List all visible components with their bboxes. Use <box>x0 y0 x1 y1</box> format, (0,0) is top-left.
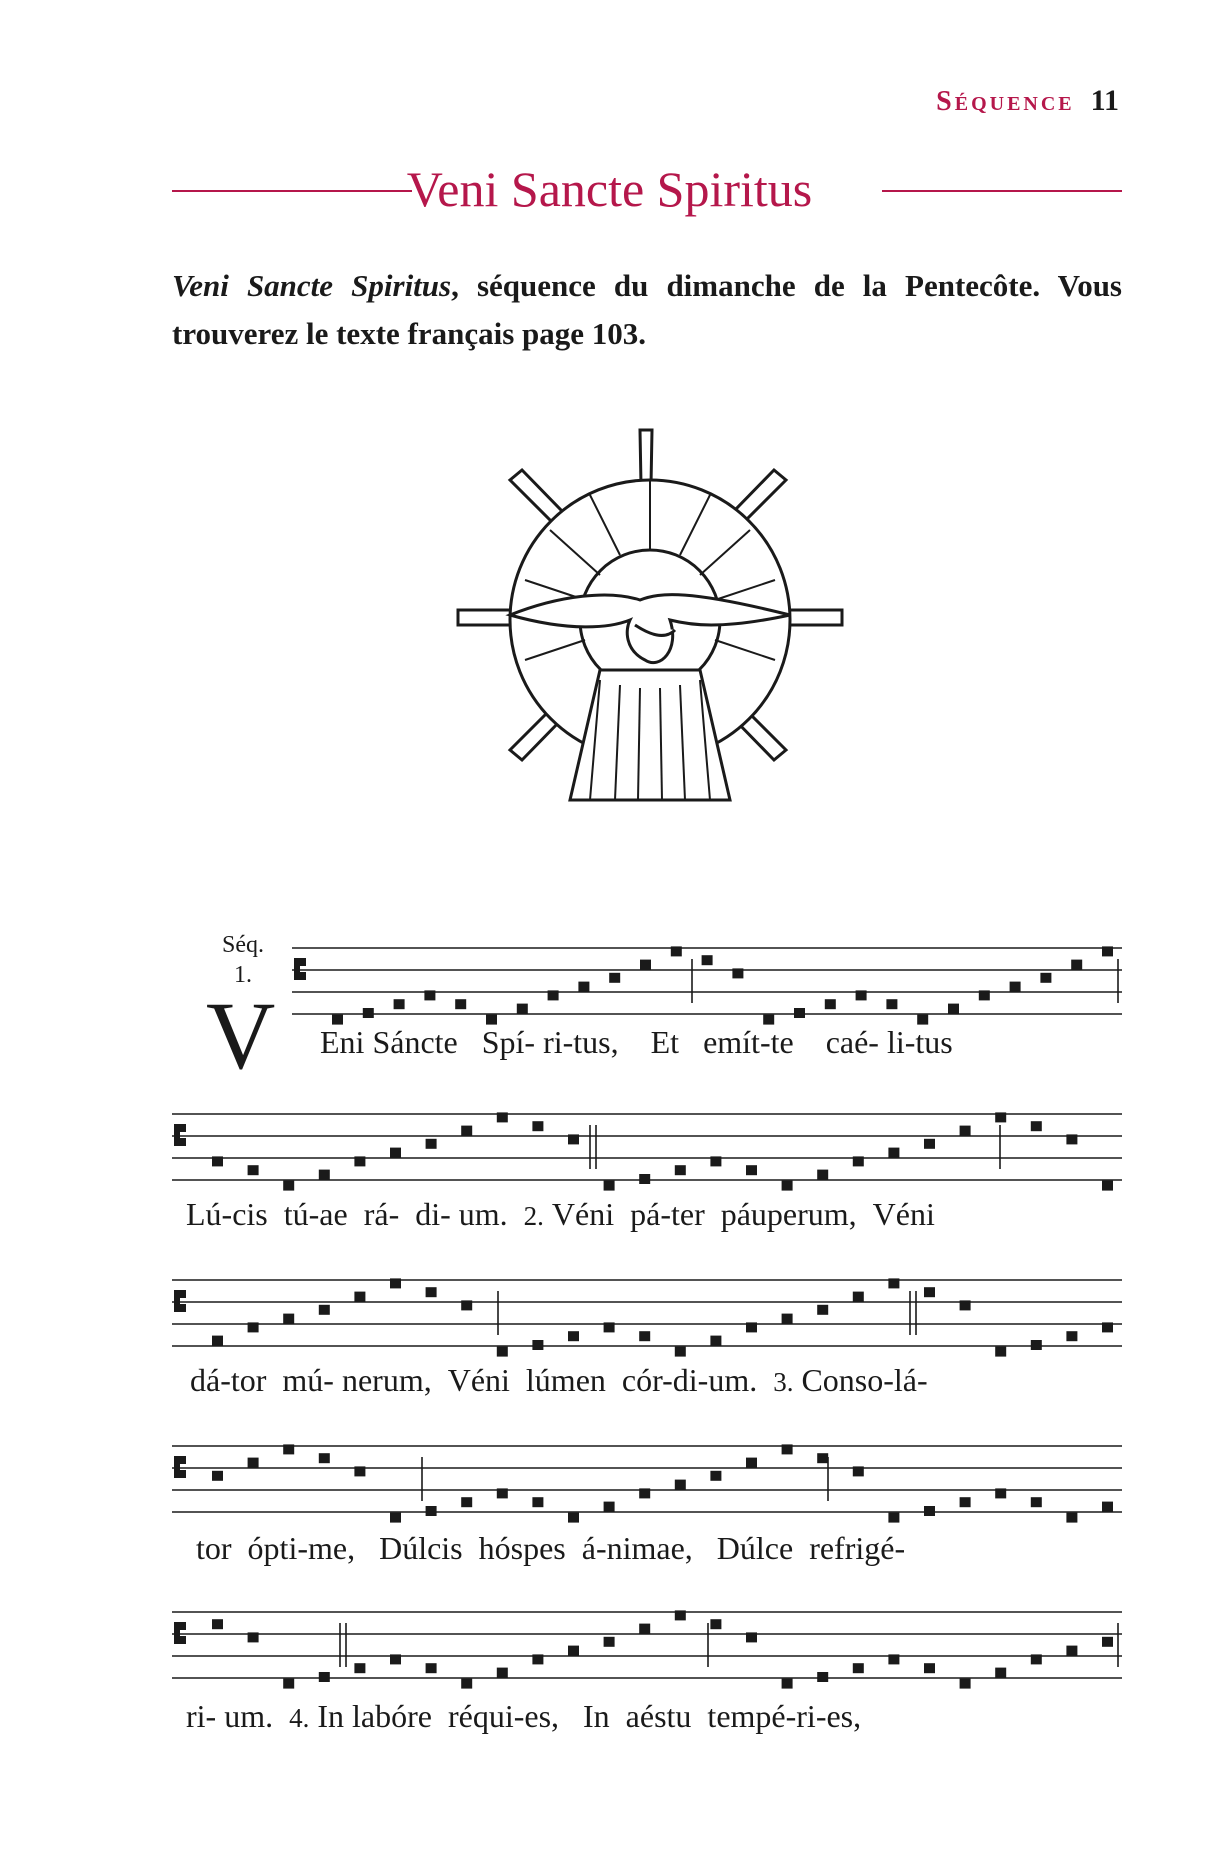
neume <box>248 1322 259 1332</box>
lyric: Spí- ri-tus, <box>481 1024 619 1060</box>
neume <box>461 1300 472 1310</box>
neume <box>212 1156 223 1166</box>
neume <box>817 1672 828 1682</box>
neume <box>497 1488 508 1498</box>
neume <box>639 1624 650 1634</box>
lyric: In <box>317 1698 344 1734</box>
neume <box>568 1331 579 1341</box>
neume <box>497 1668 508 1678</box>
neume <box>1102 946 1113 956</box>
neume <box>886 999 897 1009</box>
neume <box>888 1513 899 1523</box>
seq-number: 1. <box>234 962 252 988</box>
intro-italic: Veni Sancte Spiritus <box>172 268 452 303</box>
lyric: mú- nerum, <box>282 1362 432 1398</box>
neume <box>995 1112 1006 1122</box>
neume <box>248 1165 259 1175</box>
neume <box>702 955 713 965</box>
neume <box>426 1139 437 1149</box>
lyric: cór-di-um. <box>621 1362 758 1398</box>
neume <box>248 1632 259 1642</box>
neume <box>817 1170 828 1180</box>
neume <box>354 1156 365 1166</box>
neume <box>426 1287 437 1297</box>
neume <box>782 1314 793 1324</box>
lyric: rá- <box>363 1196 400 1232</box>
lyric: Dúlce <box>716 1530 794 1566</box>
neume <box>995 1347 1006 1357</box>
lyric: Véni <box>872 1196 935 1232</box>
neume <box>948 1004 959 1014</box>
neume <box>979 990 990 1000</box>
neume <box>424 990 435 1000</box>
lyric: caé- li-tus <box>825 1024 953 1060</box>
lyric: hóspes <box>478 1530 566 1566</box>
c-clef-icon <box>294 958 306 980</box>
neume <box>532 1654 543 1664</box>
c-clef-icon <box>174 1456 186 1478</box>
lyric: réqui-es, <box>447 1698 560 1734</box>
neume <box>283 1181 294 1191</box>
lyric: tor <box>196 1530 232 1566</box>
neume <box>604 1502 615 1512</box>
neume <box>1102 1181 1113 1191</box>
lyric-line-3 <box>190 1362 928 1399</box>
lyric: á-nimae, <box>581 1530 693 1566</box>
neume <box>578 982 589 992</box>
neume <box>825 999 836 1009</box>
neume <box>497 1112 508 1122</box>
neume <box>960 1679 971 1689</box>
neume <box>319 1170 330 1180</box>
neume <box>319 1305 330 1315</box>
neume <box>853 1156 864 1166</box>
lyric: ri- um. <box>186 1698 274 1734</box>
neume <box>746 1632 757 1642</box>
neume <box>960 1497 971 1507</box>
neume <box>426 1506 437 1516</box>
c-clef-icon <box>174 1124 186 1146</box>
lyric-line-1 <box>320 1024 953 1061</box>
neume <box>1102 1502 1113 1512</box>
neume <box>568 1646 579 1656</box>
neume <box>212 1619 223 1629</box>
drop-initial: V <box>206 982 276 1089</box>
lyric: dá-tor <box>190 1362 267 1398</box>
c-clef-icon <box>174 1622 186 1644</box>
lyric: tempé-ri-es, <box>707 1698 862 1734</box>
neume <box>212 1471 223 1481</box>
neume <box>782 1679 793 1689</box>
neume <box>604 1322 615 1332</box>
neume <box>924 1287 935 1297</box>
neume <box>675 1165 686 1175</box>
neume <box>924 1506 935 1516</box>
neume <box>924 1139 935 1149</box>
neume <box>853 1663 864 1673</box>
neume <box>640 960 651 970</box>
neume <box>817 1305 828 1315</box>
neume <box>354 1466 365 1476</box>
neume <box>782 1444 793 1454</box>
neume <box>283 1679 294 1689</box>
neume <box>394 999 405 1009</box>
intro-text: , séquence du dimanche de la Pentecôte. Vous trouverez le texte français page 103. <box>172 268 1122 351</box>
lyric: ópti-me, <box>247 1530 356 1566</box>
neume <box>995 1488 1006 1498</box>
neume <box>710 1336 721 1346</box>
verse-number: 2. <box>523 1201 544 1231</box>
neume <box>461 1126 472 1136</box>
lyric: di- um. <box>415 1196 508 1232</box>
neume <box>1031 1340 1042 1350</box>
neume <box>746 1458 757 1468</box>
c-clef-icon <box>174 1290 186 1312</box>
neume <box>888 1654 899 1664</box>
lyric: lúmen <box>525 1362 606 1398</box>
lyric: Et <box>650 1024 680 1060</box>
neume <box>283 1314 294 1324</box>
lyric: Conso-lá- <box>801 1362 928 1398</box>
neume <box>390 1278 401 1288</box>
neume <box>888 1148 899 1158</box>
lyric: páuperum, <box>720 1196 857 1232</box>
neume <box>888 1278 899 1288</box>
neume <box>924 1663 935 1673</box>
neume <box>960 1300 971 1310</box>
lyric-line-5 <box>186 1698 861 1735</box>
neume <box>1066 1513 1077 1523</box>
neume <box>746 1322 757 1332</box>
neume <box>639 1174 650 1184</box>
neume <box>461 1679 472 1689</box>
lyric: refrigé- <box>809 1530 906 1566</box>
neume <box>390 1148 401 1158</box>
lyric: Eni Sáncte <box>320 1024 458 1060</box>
neume <box>1031 1121 1042 1131</box>
page-number: 11 <box>1090 84 1119 117</box>
neume <box>517 1004 528 1014</box>
lyric: Véni <box>447 1362 510 1398</box>
neume <box>856 990 867 1000</box>
verse-number: 3. <box>773 1367 794 1397</box>
neume <box>568 1134 579 1144</box>
lyric: In <box>583 1698 610 1734</box>
neume <box>710 1619 721 1629</box>
neume <box>671 946 682 956</box>
lyric: pá-ter <box>630 1196 705 1232</box>
neume <box>1102 1637 1113 1647</box>
lyric: Lú-cis <box>186 1196 268 1232</box>
lyric-line-2 <box>186 1196 935 1233</box>
neume <box>1010 982 1021 992</box>
neume <box>212 1336 223 1346</box>
neume <box>390 1654 401 1664</box>
neume <box>532 1497 543 1507</box>
neume <box>283 1444 294 1454</box>
neume <box>354 1292 365 1302</box>
neume <box>1040 973 1051 983</box>
neume <box>853 1466 864 1476</box>
neume <box>609 973 620 983</box>
lyric: aéstu <box>625 1698 692 1734</box>
section-name: Séquence <box>936 86 1075 117</box>
neume <box>746 1165 757 1175</box>
neume <box>675 1347 686 1357</box>
neume <box>455 999 466 1009</box>
neume <box>604 1637 615 1647</box>
neume <box>710 1156 721 1166</box>
neume <box>548 990 559 1000</box>
neume <box>390 1513 401 1523</box>
neume <box>532 1121 543 1131</box>
neume <box>354 1663 365 1673</box>
neume <box>1102 1322 1113 1332</box>
neume <box>1031 1497 1042 1507</box>
neume <box>248 1458 259 1468</box>
neume <box>426 1663 437 1673</box>
neume <box>532 1340 543 1350</box>
neume <box>1066 1134 1077 1144</box>
neume <box>794 1008 805 1018</box>
neume <box>675 1610 686 1620</box>
neume <box>497 1347 508 1357</box>
neume <box>817 1453 828 1463</box>
page-title: Veni Sancte Spiritus <box>406 161 813 217</box>
lyric: Véni <box>551 1196 615 1232</box>
neume <box>1071 960 1082 970</box>
neume <box>1066 1331 1077 1341</box>
lyric: labóre <box>352 1698 432 1734</box>
lyric: tú-ae <box>283 1196 348 1232</box>
lyric: emít-te <box>703 1024 794 1060</box>
neume <box>710 1471 721 1481</box>
neume <box>604 1181 615 1191</box>
neume <box>639 1331 650 1341</box>
neume <box>782 1181 793 1191</box>
neume <box>853 1292 864 1302</box>
neume <box>363 1008 374 1018</box>
neume <box>960 1126 971 1136</box>
lyric-line-4 <box>196 1530 905 1567</box>
neume <box>1031 1654 1042 1664</box>
neume <box>732 968 743 978</box>
neume <box>319 1672 330 1682</box>
neume <box>675 1480 686 1490</box>
seq-abbrev: Séq. <box>222 932 264 958</box>
neume <box>1066 1646 1077 1656</box>
neume <box>461 1497 472 1507</box>
neume <box>639 1488 650 1498</box>
verse-number: 4. <box>289 1703 310 1733</box>
neume <box>568 1513 579 1523</box>
neume <box>319 1453 330 1463</box>
neume <box>995 1668 1006 1678</box>
lyric: Dúlcis <box>379 1530 463 1566</box>
